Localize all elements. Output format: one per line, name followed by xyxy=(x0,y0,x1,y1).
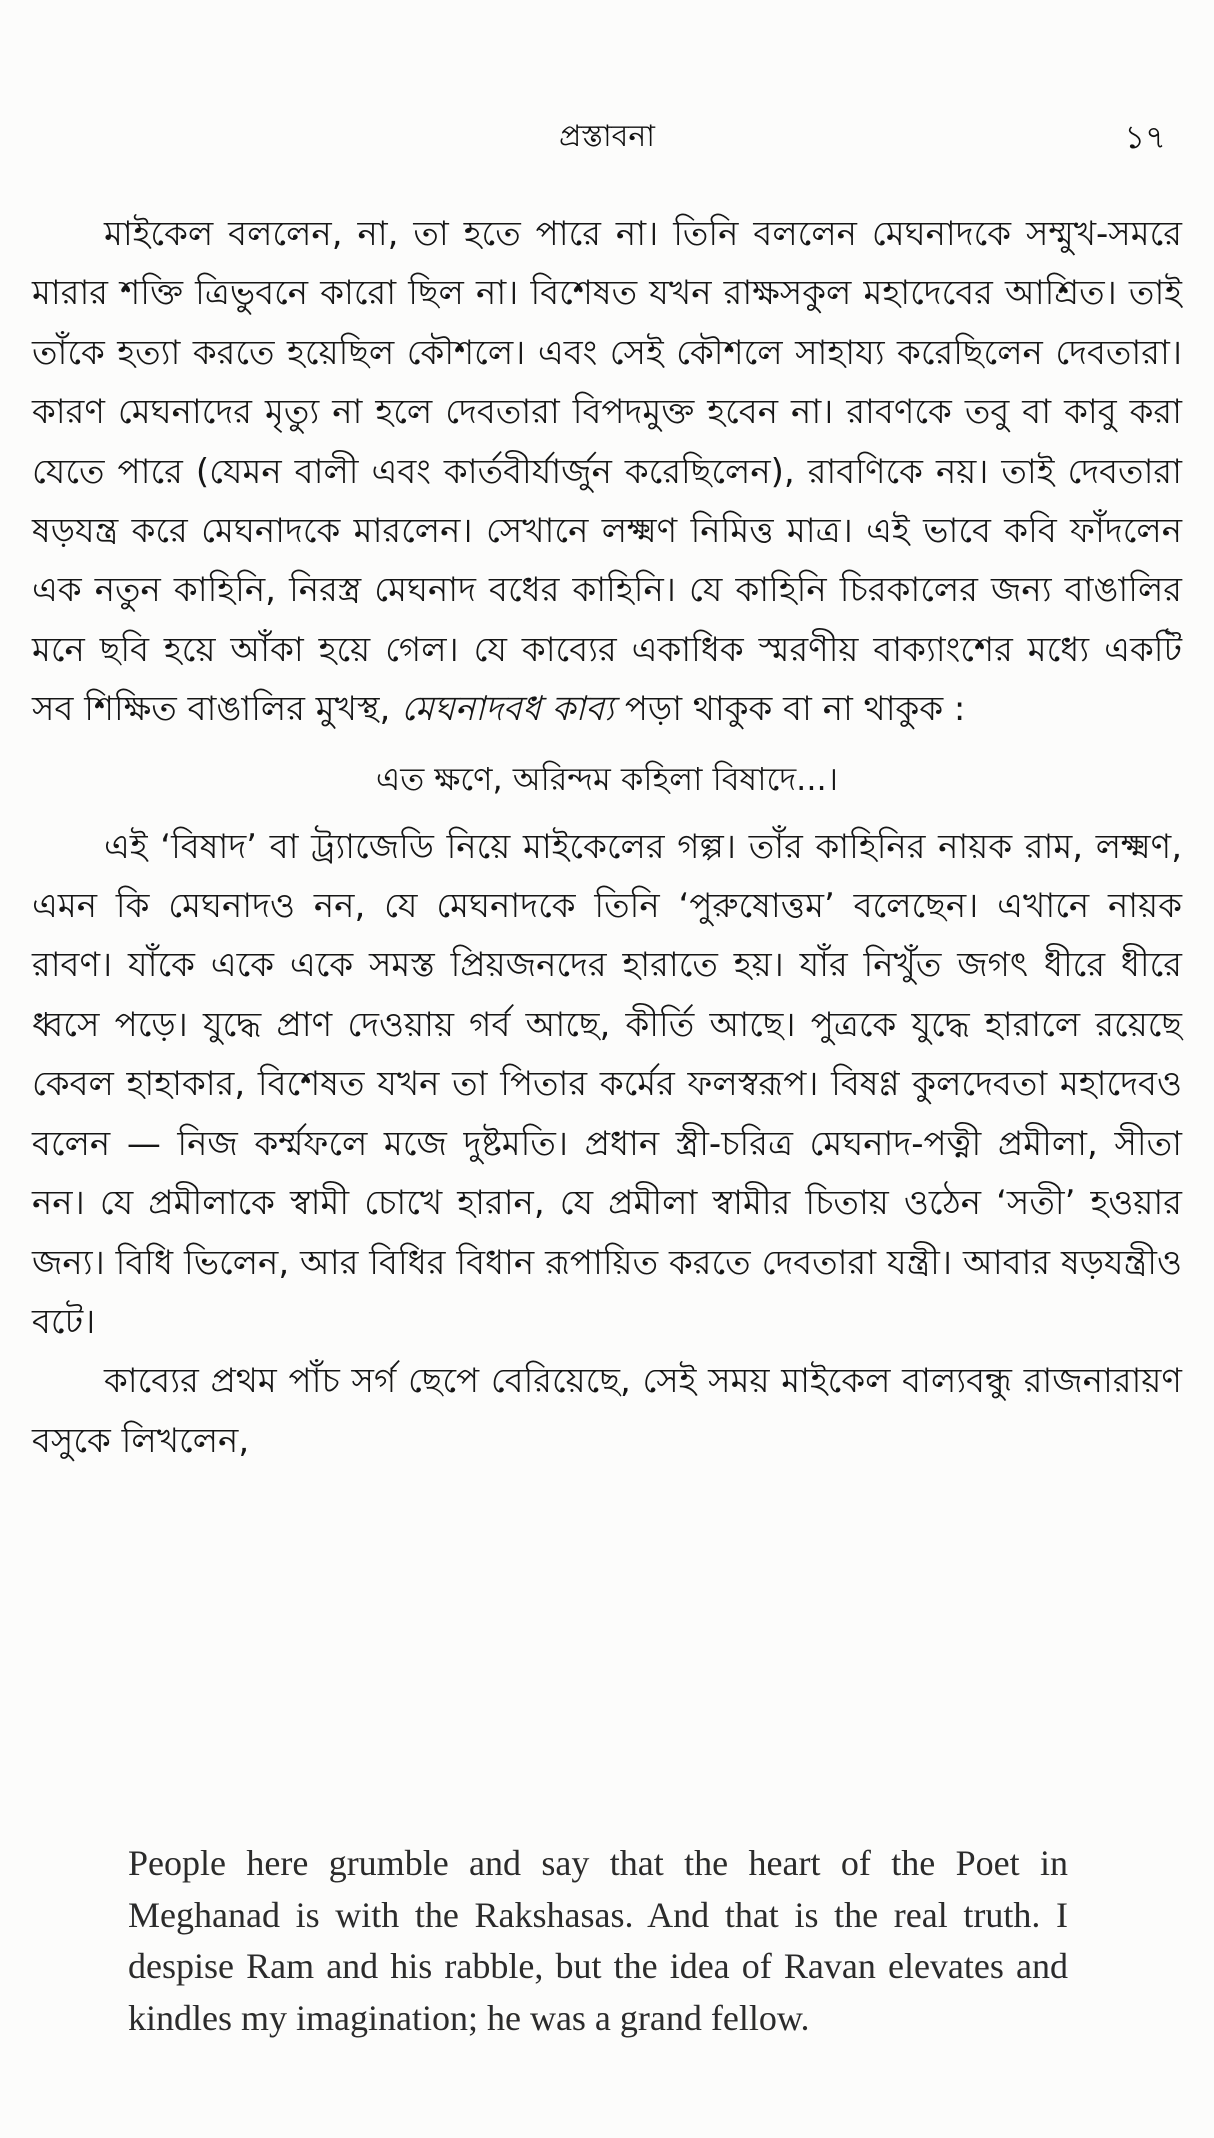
chapter-title: প্রস্তাবনা xyxy=(559,119,655,154)
body-text xyxy=(32,205,1182,1471)
paragraph-1-tail: পড়া থাকুক বা না থাকুক : xyxy=(624,689,966,730)
paragraph-2: এই ‘বিষাদ’ বা ট্র্যাজেডি নিয়ে মাইকেলের গল্প। তাঁর কাহিনির নায়ক রাম, লক্ষ্মণ, এমন কি মেঘনাদও নন, যে মেঘনাদকে তিনি ‘পুরুষোত্তম’ বলেছেন। এখানে নায়ক রাবণ। যাঁকে একে একে সমস্ত প্রিয়জনদের হারাতে হয়। যাঁর নিখুঁত জগৎ ধীরে ধীরে ধ্বসে পড়ে। যুদ্ধে প্রাণ দেওয়ায় গর্ব আছে, কীর্তি আছে। পুত্রকে যুদ্ধে হারালে রয়েছে কেবল হাহাকার, বিশেষত যখন তা পিতার কর্মের ফলস্বরূপ। বিষণ্ণ কুলদেবতা মহাদেবও বলেন — নিজ কর্ম্মফলে মজে দুষ্টমতি। প্রধান স্ত্রী-চরিত্র মেঘনাদ-পত্নী প্রমীলা, সীতা নন। যে প্রমীলাকে স্বামী চোখে হারান, যে প্রমীলা স্বামীর চিতায় ওঠেন ‘সতী’ হওয়ার জন্য। বিধি ভিলেন, আর বিধির বিধান রূপায়িত করতে দেবতারা যন্ত্রী। আবার ষড়যন্ত্রীও বটে। xyxy=(32,826,1182,1342)
running-header xyxy=(0,112,1214,162)
paragraph-1 xyxy=(32,205,1182,740)
book-title-italic: মেঘনাদবধ কাব্য xyxy=(401,689,615,730)
page-number: ১৭ xyxy=(1124,118,1166,156)
verse-quote: এত ক্ষণে, অরিন্দম কহিলা বিষাদে...। xyxy=(375,759,839,798)
paragraph-1-text: মাইকেল বললেন, না, তা হতে পারে না। তিনি বললেন মেঘনাদকে সম্মুখ-সমরে মারার শক্তি ত্রিভুবনে কারো ছিল না। বিশেষত যখন রাক্ষসকুল মহাদেবের আশ্রিত। তাই তাঁকে হত্যা করতে হয়েছিল কৌশলে। এবং সেই কৌশলে সাহায্য করেছিলেন দেবতারা। কারণ মেঘনাদের মৃত্যু না হলে দেবতারা বিপদমুক্ত হবেন না। রাবণকে তবু বা কাবু করা যেতে পারে (যেমন বালী এবং কার্তবীর্যার্জুন করেছিলেন), রাবণিকে নয়। তাই দেবতারা ষড়যন্ত্র করে মেঘনাদকে মারলেন। সেখানে লক্ষ্মণ নিমিত্ত মাত্র। এই ভাবে কবি ফাঁদলেন এক নতুন কাহিনি, নিরস্ত্র মেঘনাদ বধের কাহিনি। যে কাহিনি চিরকালের জন্য বাঙালির মনে ছবি হয়ে আঁকা হয়ে গেল। যে কাব্যের একাধিক স্মরণীয় বাক্যাংশের মধ্যে একটি সব শিক্ষিত বাঙালির মুখস্থ, xyxy=(32,214,1182,730)
paragraph-3: কাব্যের প্রথম পাঁচ সর্গ ছেপে বেরিয়েছে, সেই সময় মাইকেল বাল্যবন্ধু রাজনারায়ণ বসুকে লিখলেন, xyxy=(32,1361,1182,1461)
english-letter-quote: People here grumble and say that the heart of the Poet in Meghanad is with the Rakshasas. And that is the real truth. I despise Ram and his rabble, but the idea of Ravan elevates and kindles my imagination; he was a grand fellow. xyxy=(128,1843,1068,2038)
